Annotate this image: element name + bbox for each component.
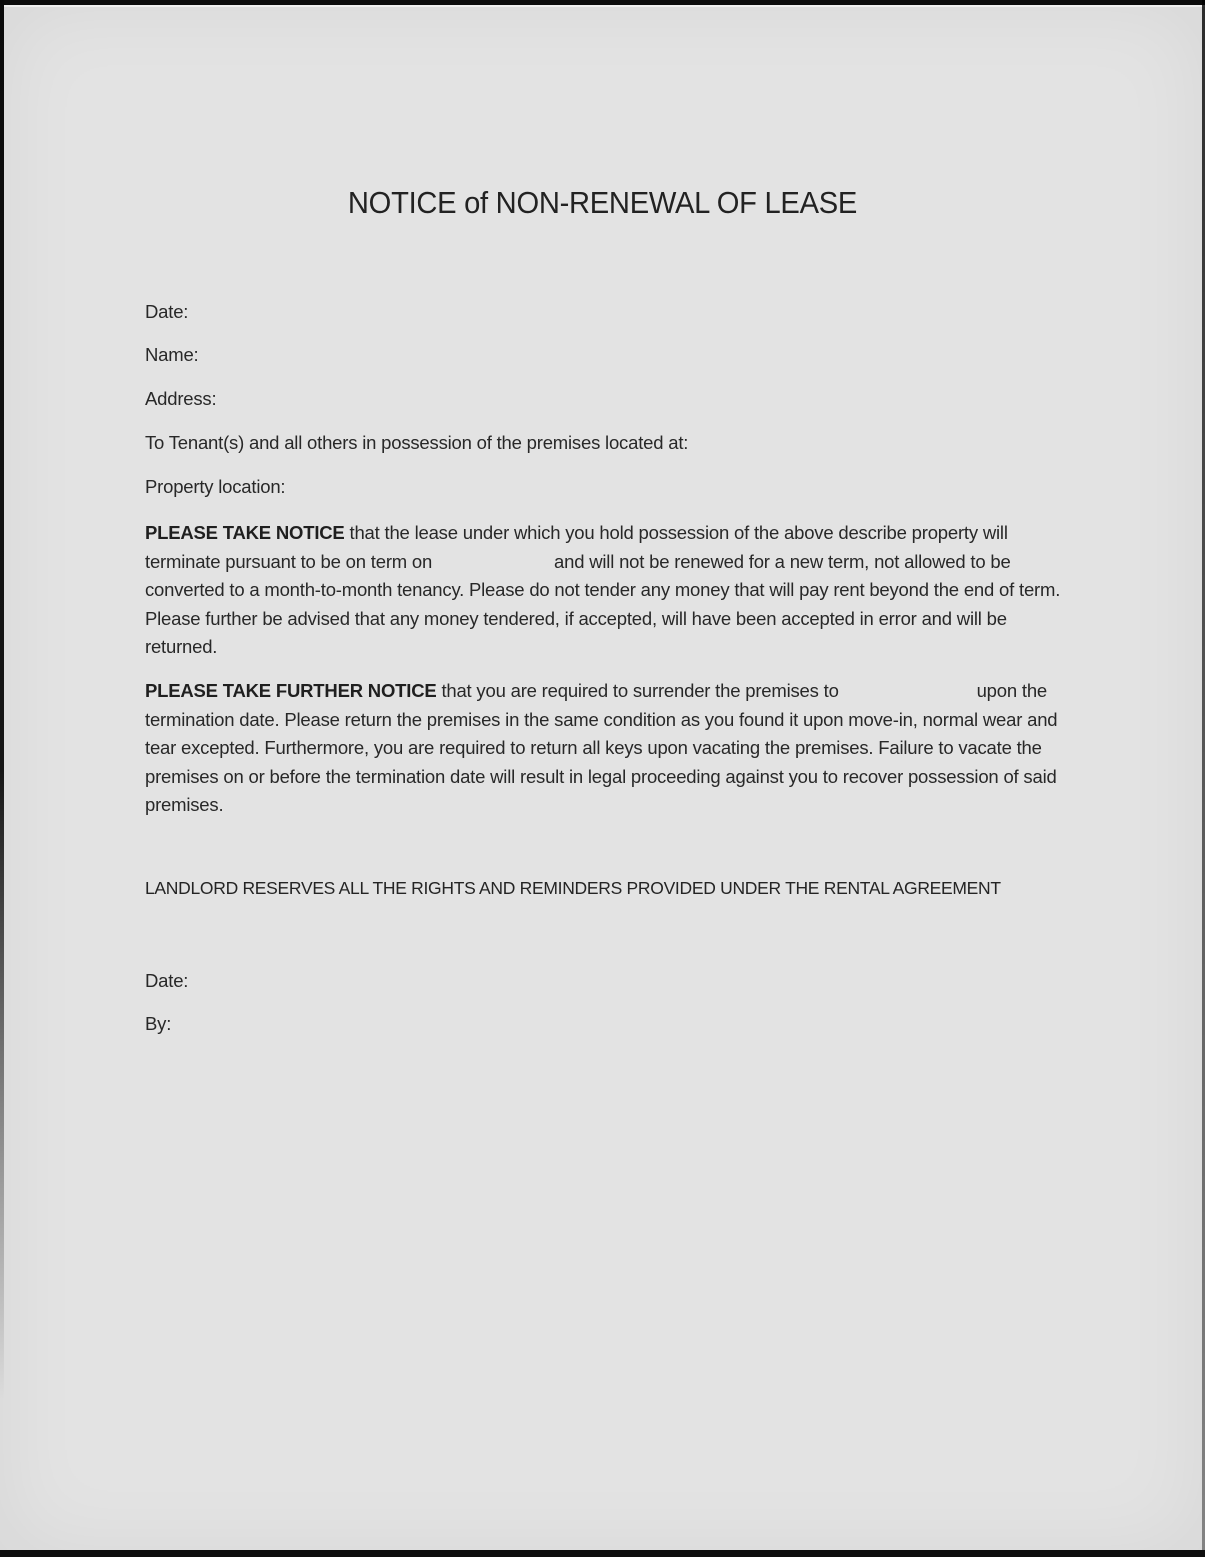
scan-edge-bottom <box>0 1550 1205 1557</box>
scan-edge-top-highlight <box>0 5 1205 7</box>
further-notice-lead: PLEASE TAKE FURTHER NOTICE <box>145 680 437 701</box>
document-title: NOTICE of NON-RENEWAL OF LEASE <box>347 185 858 220</box>
further-notice-text-before-blank: that you are required to surrender the premises to <box>436 680 839 701</box>
further-notice-text-after-blank: upon the termination date. Please return the premises in the same condition as you found it upon move-in, normal wear and tear excepted. Furthermore, you are required to return all keys upon vacating the premises. Failure to vacate the premises on or before the termination date will result in legal proceeding against you to recover possession of said premises. <box>145 680 1058 816</box>
signature-date-label: Date: <box>145 970 189 991</box>
field-label-address: Address: <box>145 388 217 409</box>
tenant-possession-line: To Tenant(s) and all others in possession of the premises located at: <box>145 432 689 453</box>
notice-text-before-blank: that the lease under which you hold possession of the above describe property will terminate pursuant to be on term on <box>145 522 1008 572</box>
termination-date-blank <box>437 567 549 568</box>
scan-edge-left <box>0 0 4 1400</box>
surrender-to-blank <box>844 696 972 697</box>
property-location-label: Property location: <box>145 476 286 497</box>
notice-lead: PLEASE TAKE NOTICE <box>145 522 345 543</box>
further-notice-paragraph <box>145 677 1067 820</box>
notice-text-after-blank: and will not be renewed for a new term, not allowed to be converted to a month-to-month tenancy. Please do not tender any money that will pay rent beyond the end of term. Please further be advised that any money tendered, if accepted, will have been accepted in error and will be returned. <box>145 550 1061 658</box>
landlord-reservation-line: LANDLORD RESERVES ALL THE RIGHTS AND REMINDERS PROVIDED UNDER THE RENTAL AGREEMENT <box>145 878 1001 898</box>
signature-by-label: By: <box>145 1013 172 1034</box>
field-label-date: Date: <box>145 301 189 322</box>
notice-paragraph <box>145 519 1067 662</box>
field-label-name: Name: <box>145 344 199 365</box>
